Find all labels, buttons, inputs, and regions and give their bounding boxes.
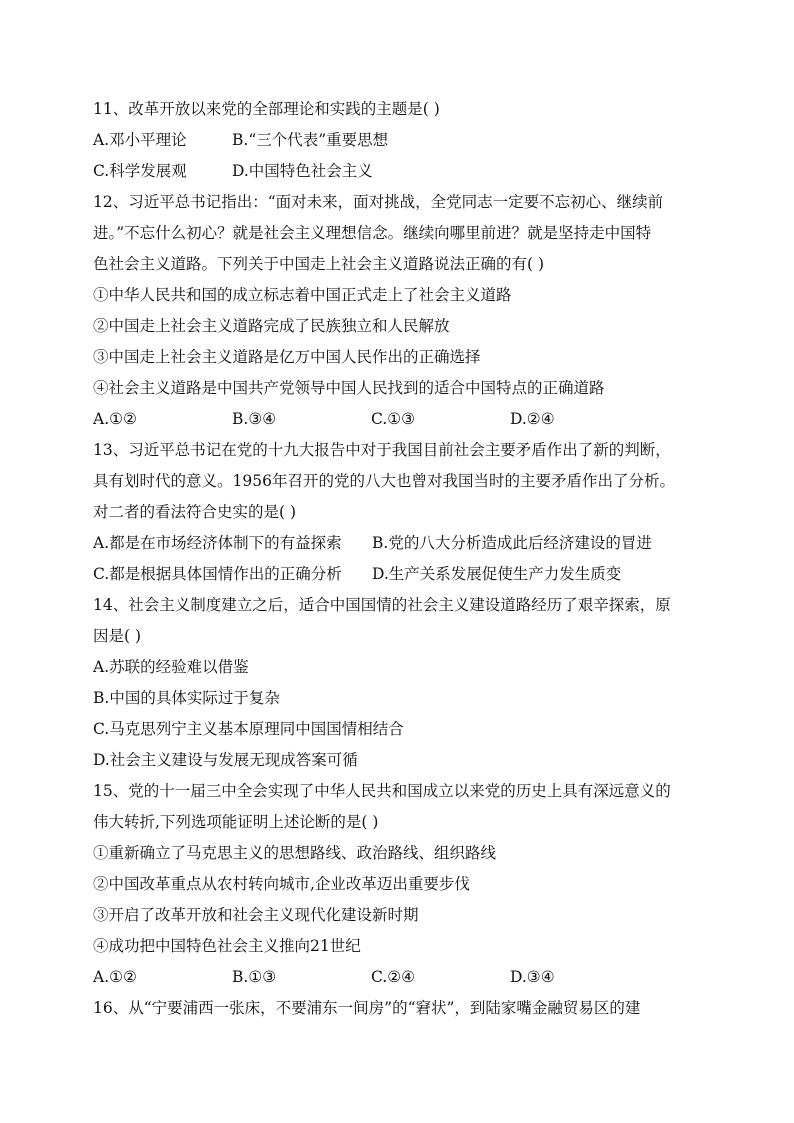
statement: ②中国走上社会主义道路完成了民族独立和人民解放 — [93, 317, 450, 335]
option-c[interactable]: C.①③ — [371, 410, 416, 428]
question-stem: 15、党的十一届三中全会实现了中华人民共和国成立以来党的历史上具有深远意义的 — [93, 782, 671, 800]
option-b[interactable]: B.“三个代表”重要思想 — [232, 131, 389, 149]
statement: ④成功把中国特色社会主义推向21世纪 — [93, 937, 361, 955]
option-c[interactable]: C.②④ — [371, 968, 416, 986]
question-stem: 具有划时代的意义。1956年召开的党的八大也曾对我国当时的主要矛盾作出了分析。 — [93, 472, 675, 490]
option-c[interactable]: C.都是根据具体国情作出的正确分析 — [93, 565, 342, 583]
question-stem: 对二者的看法符合史实的是( ) — [93, 503, 297, 521]
statement: ①中华人民共和国的成立标志着中国正式走上了社会主义道路 — [93, 286, 512, 304]
question-stem: 13、习近平总书记在党的十九大报告中对于我国目前社会主要矛盾作出了新的判断， — [93, 441, 671, 459]
option-a[interactable]: A.邓小平理论 — [93, 131, 187, 149]
option-c[interactable]: C.马克思列宁主义基本原理同中国国情相结合 — [93, 720, 404, 738]
option-a[interactable]: A.①② — [93, 968, 137, 986]
question-stem: 11、改革开放以来党的全部理论和实践的主题是( ) — [93, 100, 440, 118]
option-a[interactable]: A.苏联的经验难以借鉴 — [93, 658, 249, 676]
option-a[interactable]: A.①② — [93, 410, 137, 428]
question-list — [93, 94, 701, 1024]
question-stem: 伟大转折,下列选项能证明上述论断的是( ) — [93, 813, 379, 831]
statement: ②中国改革重点从农村转向城市,企业改革迈出重要步伐 — [93, 875, 470, 893]
question-stem: 12、习近平总书记指出：“面对未来，面对挑战，全党同志一定要不忘初心、继续前 — [93, 193, 664, 211]
option-d[interactable]: D.②④ — [510, 410, 555, 428]
option-a[interactable]: A.都是在市场经济体制下的有益探索 — [93, 534, 342, 552]
question-11 — [93, 94, 701, 187]
statement: ①重新确立了马克思主义的思想路线、政治路线、组织路线 — [93, 844, 497, 862]
question-stem: 14、社会主义制度建立之后，适合中国国情的社会主义建设道路经历了艰辛探索，原 — [93, 596, 671, 614]
option-d[interactable]: D.社会主义建设与发展无现成答案可循 — [93, 751, 358, 769]
question-stem: 进。”不忘什么初心？就是社会主义理想信念。继续向哪里前进？就是坚持走中国特 — [93, 224, 652, 242]
option-row — [93, 559, 701, 590]
question-stem: 色社会主义道路。下列关于中国走上社会主义道路说法正确的有( ) — [93, 255, 545, 273]
question-16 — [93, 993, 701, 1024]
option-d[interactable]: D.③④ — [510, 968, 555, 986]
option-d[interactable]: D.中国特色社会主义 — [232, 162, 373, 180]
question-stem: 因是( ) — [93, 627, 142, 645]
question-stem: 16、从“宁要浦西一张床，不要浦东一间房”的“窘状”，到陆家嘴金融贸易区的建 — [93, 999, 641, 1017]
option-row — [93, 528, 701, 559]
question-12 — [93, 187, 701, 435]
option-row — [93, 156, 701, 187]
option-b[interactable]: B.党的八大分析造成此后经济建设的冒进 — [372, 534, 652, 552]
option-row — [93, 404, 701, 435]
question-15 — [93, 776, 701, 993]
statement: ③开启了改革开放和社会主义现代化建设新时期 — [93, 906, 419, 924]
option-row — [93, 962, 701, 993]
option-d[interactable]: D.生产关系发展促使生产力发生质变 — [372, 565, 622, 583]
statement: ③中国走上社会主义道路是亿万中国人民作出的正确选择 — [93, 348, 481, 366]
option-c[interactable]: C.科学发展观 — [93, 162, 187, 180]
statement: ④社会主义道路是中国共产党领导中国人民找到的适合中国特点的正确道路 — [93, 379, 605, 397]
option-b[interactable]: B.中国的具体实际过于复杂 — [93, 689, 280, 707]
question-14 — [93, 590, 701, 776]
option-b[interactable]: B.③④ — [232, 410, 277, 428]
option-row — [93, 125, 701, 156]
option-b[interactable]: B.①③ — [232, 968, 277, 986]
question-13 — [93, 435, 701, 590]
